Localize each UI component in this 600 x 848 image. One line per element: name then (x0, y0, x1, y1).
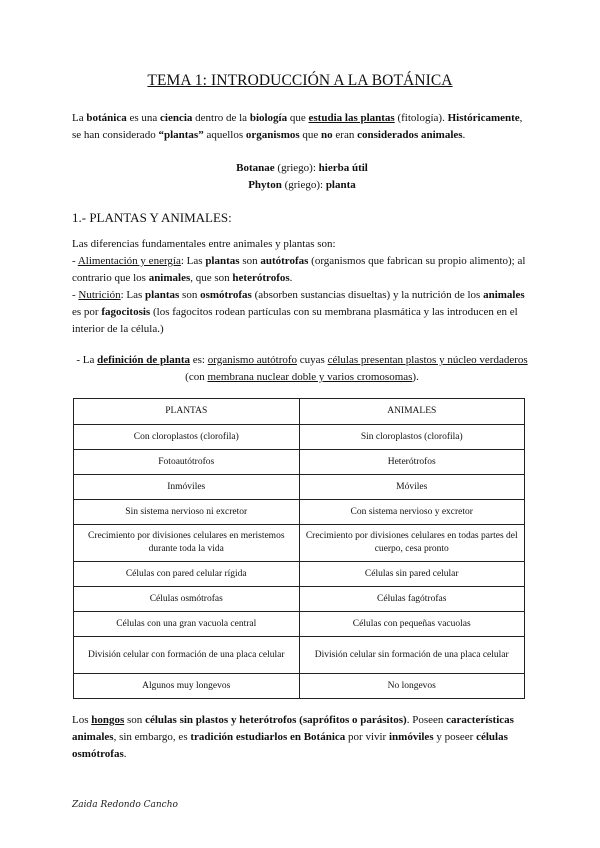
intro-text: es una (126, 112, 160, 124)
table-cell: Células sin pared celular (299, 562, 525, 587)
hongos-text: . (123, 748, 127, 760)
diff-bold: plantas (205, 255, 240, 267)
diff-text: (los fagocitos rodean partículas con su membrana plasmática y las introducen en el interior de la célula.) (72, 306, 518, 335)
table-cell: Crecimiento por divisiones celulares en todas partes del cuerpo, cesa pronto (299, 525, 525, 562)
diff-text: - (72, 255, 78, 267)
intro-text: que (287, 112, 309, 124)
def-underlined: células presentan plastos y núcleo verdaderos (327, 354, 528, 366)
table-cell: No longevos (299, 674, 525, 699)
hongos-bold: tradición estudiarlos en Botánica (190, 731, 346, 743)
diff-text: son (179, 289, 201, 301)
etym-term: Botanae (236, 162, 275, 174)
diff-text: : Las (120, 289, 146, 301)
def-underlined: organismo autótrofo (207, 354, 298, 366)
diff-nutricion (72, 287, 532, 338)
table-row (74, 475, 525, 500)
diff-text: : Las (180, 255, 206, 267)
hongos-bold: células osmótrofas (72, 731, 508, 760)
diff-text: es por (72, 306, 102, 318)
intro-text: (fitología). (394, 112, 448, 124)
etym-meaning: hierba útil (318, 162, 368, 174)
table-cell: Células fagótrofas (299, 587, 525, 612)
hongos-text: son (124, 714, 146, 726)
table-row (74, 674, 525, 699)
def-bold-underlined: definición de planta (97, 354, 190, 366)
etymology (72, 160, 532, 194)
diff-bold: heterótrofos (232, 272, 290, 284)
hongos-paragraph (72, 712, 532, 763)
def-text: es: (190, 354, 208, 366)
intro-text: , se han considerado (72, 112, 523, 141)
table-cell: Células con pequeñas vacuolas (299, 612, 525, 637)
hongos-text: por vivir (345, 731, 389, 743)
intro-bold: Históricamente (447, 112, 520, 124)
table-cell: Células con una gran vacuola central (74, 612, 300, 637)
table-cell: Células osmótrofas (74, 587, 300, 612)
table-cell: Con sistema nervioso y excretor (299, 500, 525, 525)
table-row (74, 562, 525, 587)
intro-text: dentro de la (192, 112, 250, 124)
hongos-text: , sin embargo, es (113, 731, 191, 743)
diff-text: . (289, 272, 293, 284)
author-signature: Zaida Redondo Cancho (72, 800, 178, 810)
table-row (74, 500, 525, 525)
intro-bold: no (321, 129, 333, 141)
diff-text: (absorben sustancias disueltas) y la nutrición de los (251, 289, 484, 301)
etym-term: Phyton (248, 179, 282, 191)
intro-text: . (462, 129, 466, 141)
def-text: cuyas (297, 354, 328, 366)
page-title: TEMA 1: INTRODUCCIÓN A LA BOTÁNICA (147, 72, 453, 89)
hongos-text: . Poseen (406, 714, 447, 726)
etymology-line-1 (72, 160, 532, 177)
diff-text: , que son (190, 272, 233, 284)
def-text: ). (412, 371, 419, 383)
diff-text: (organismos que fabrican su propio alimento); al contrario que los (72, 255, 526, 284)
intro-bold: ciencia (160, 112, 193, 124)
table-header-plantas: PLANTAS (74, 399, 300, 425)
etym-meaning: planta (325, 179, 356, 191)
table-cell: Crecimiento por divisiones celulares en meristemos durante toda la vida (74, 525, 300, 562)
intro-bold: biología (249, 112, 288, 124)
diff-bold: autótrofas (260, 255, 309, 267)
def-underlined: membrana nuclear doble y varios cromosomas (207, 371, 413, 383)
table-cell: Células con pared celular rígida (74, 562, 300, 587)
intro-text: aquellos (203, 129, 246, 141)
differences-intro: Las diferencias fundamentales entre animales y plantas son: (72, 238, 336, 250)
diff-bold: fagocitosis (101, 306, 151, 318)
etym-lang: (griego): (274, 162, 319, 174)
table-cell: División celular con formación de una placa celular (74, 637, 300, 674)
etym-lang: (griego): (281, 179, 326, 191)
table-cell: División celular sin formación de una placa celular (299, 637, 525, 674)
table-cell: Sin sistema nervioso ni excretor (74, 500, 300, 525)
table-cell: Inmóviles (74, 475, 300, 500)
differences-block (72, 236, 532, 338)
intro-text: eran (332, 129, 358, 141)
diff-label: Alimentación y energía (77, 255, 181, 267)
table-row (74, 425, 525, 450)
definition-paragraph (72, 352, 532, 386)
comparison-table (73, 398, 525, 699)
table-row (74, 587, 525, 612)
diff-label: Nutrición (78, 289, 121, 301)
table-row (74, 612, 525, 637)
hongos-bold: inmóviles (388, 731, 434, 743)
intro-paragraph (72, 110, 532, 144)
table-cell: Fotoautótrofos (74, 450, 300, 475)
diff-bold: animales (148, 272, 191, 284)
diff-text: son (239, 255, 261, 267)
table-row (74, 637, 525, 674)
hongos-bold: características animales (72, 714, 514, 743)
intro-bold-underlined: estudia las plantas (308, 112, 395, 124)
table-cell: Sin cloroplastos (clorofila) (299, 425, 525, 450)
diff-bold: plantas (145, 289, 180, 301)
intro-bold: organismos (245, 129, 300, 141)
table-cell: Heterótrofos (299, 450, 525, 475)
table-cell: Móviles (299, 475, 525, 500)
hongos-text: Los (72, 714, 92, 726)
intro-text: La (72, 112, 87, 124)
table-header-animales: ANIMALES (299, 399, 525, 425)
table-cell: Con cloroplastos (clorofila) (74, 425, 300, 450)
hongos-text: y poseer (433, 731, 477, 743)
intro-bold: “plantas” (158, 129, 204, 141)
intro-bold: botánica (86, 112, 127, 124)
diff-bold: animales (483, 289, 525, 301)
diff-bold: osmótrofas (200, 289, 252, 301)
def-text: - La (76, 354, 98, 366)
hongos-bold-underlined: hongos (91, 714, 125, 726)
hongos-bold: células sin plastos y heterótrofos (saprófitos o parásitos) (145, 714, 407, 726)
table-row (74, 525, 525, 562)
def-text: (con (185, 371, 208, 383)
intro-bold: considerados animales (357, 129, 463, 141)
diff-alimentacion (72, 253, 532, 287)
table-header-row (74, 399, 525, 425)
section-heading: 1.- PLANTAS Y ANIMALES: (72, 210, 232, 225)
table-row (74, 450, 525, 475)
table-cell: Algunos muy longevos (74, 674, 300, 699)
diff-text: - (72, 289, 79, 301)
intro-text: que (299, 129, 322, 141)
etymology-line-2 (72, 177, 532, 194)
